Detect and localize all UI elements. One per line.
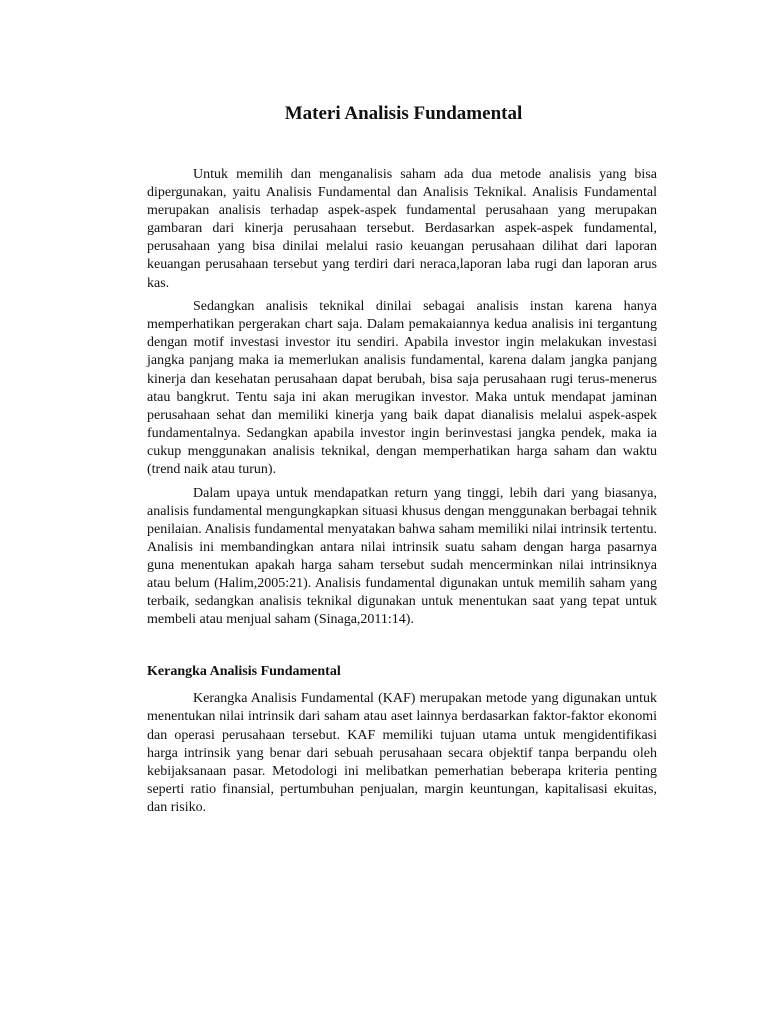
document-page [147, 102, 657, 823]
paragraph-kaf: Kerangka Analisis Fundamental (KAF) merupakan metode yang digunakan untuk menentukan nilai intrinsik dari saham atau aset lainnya berdasarkan faktor-faktor ekonomi dan operasi perusahaan tersebut. KAF memiliki tujuan utama untuk mengidentifikasi harga intrinsik yang benar dari sebuah perusahaan secara objektif tanpa berpandu oleh kebijaksanaan pasar. Metodologi ini melibatkan pemerhatian beberapa kriteria penting seperti ratio finansial, pertumbuhan penjualan, margin keuntungan, kapitalisasi ekuitas, dan risiko. [147, 691, 657, 815]
section-heading: Kerangka Analisis Fundamental [147, 664, 341, 680]
paragraph-intrinsic-value: Dalam upaya untuk mendapatkan return yang tinggi, lebih dari yang biasanya, analisis fundamental mengungkapkan situasi khusus dengan menggunakan berbagai tehnik penilaian. Analisis fundamental menyatakan bahwa saham memiliki nilai intrinsik tertentu. Analisis ini membandingkan antara nilai intrinsik suatu saham dengan harga pasarnya guna menentukan apakah harga saham tersebut sudah mencerminkan nilai intrinsiknya atau belum (Halim,2005:21). Analisis fundamental digunakan untuk memilih saham yang terbaik, sedangkan analisis teknikal digunakan untuk menentukan saat yang tepat untuk membeli atau menjual saham (Sinaga,2011:14). [147, 485, 657, 628]
paragraph-technical-analysis: Sedangkan analisis teknikal dinilai sebagai analisis instan karena hanya memperhatikan pergerakan chart saja. Dalam pemakaiannya kedua analisis ini tergantung dengan motif investasi investor itu sendiri. Apabila investor ingin melakukan investasi jangka panjang maka ia memerlukan analisis fundamental, karena dalam jangka panjang kinerja dan kesehatan perusahaan dapat berubah, bisa saja perusahaan rugi terus-menerus atau bangkrut. Tentu saja ini akan merugikan investor. Maka untuk mendapat jaminan perusahaan sehat dan memiliki kinerja yang baik dapat dianalisis melalui aspek-aspek fundamentalnya. Sedangkan apabila investor ingin berinvestasi jangka pendek, maka ia cukup menggunakan analisis teknikal, dengan memperhatikan harga saham dan waktu (trend naik atau turun). [147, 299, 657, 477]
document-title: Materi Analisis Fundamental [284, 103, 523, 124]
paragraph-intro: Untuk memilih dan menganalisis saham ada dua metode analisis yang bisa dipergunakan, yaitu Analisis Fundamental dan Analisis Teknikal. Analisis Fundamental merupakan analisis terhadap aspek-aspek fundamental perusahaan yang merupakan gambaran dari kinerja perusahaan tersebut. Berdasarkan aspek-aspek fundamental, perusahaan yang bisa dinilai melalui rasio keuangan perusahaan dilihat dari laporan keuangan perusahaan tersebut yang terdiri dari neraca,laporan laba rugi dan laporan arus kas. [147, 167, 657, 291]
